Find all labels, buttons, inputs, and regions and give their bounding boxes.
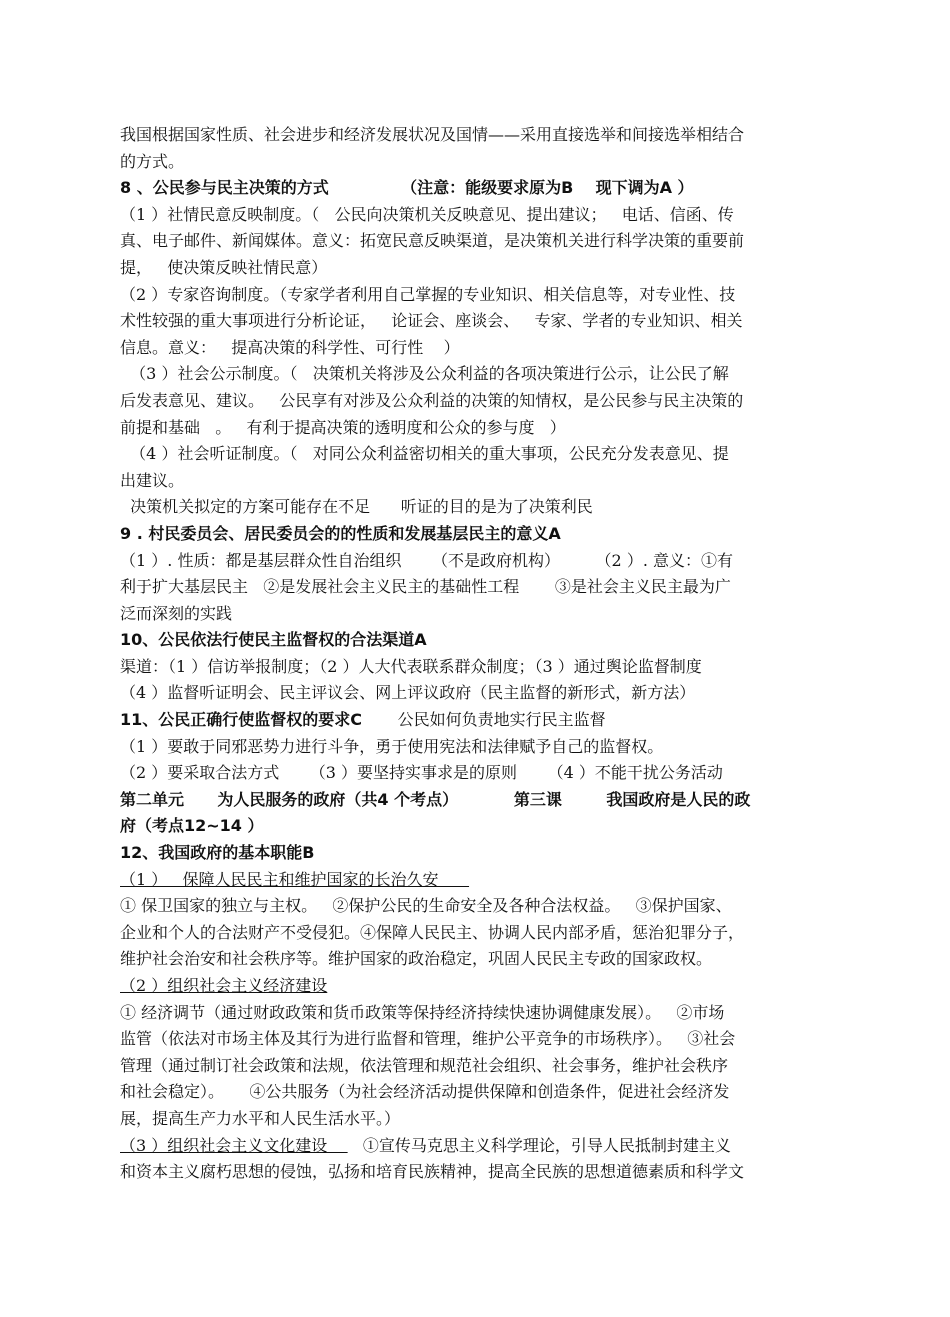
text-line: 展，提高生产力水平和人民生活水平。） bbox=[120, 1108, 401, 1128]
subheading-2: （2 ）组织社会主义经济建设 bbox=[120, 976, 328, 995]
section-heading-9: 9 . 村民委员会、居民委员会的的性质和发展基层民主的意义A bbox=[120, 523, 561, 543]
section-heading-8: 8 、公民参与民主决策的方式 （注意：能级要求原为B 现下调为A ） bbox=[120, 178, 694, 198]
heading-11-note: 公民如何负责地实行民主监督 bbox=[362, 710, 606, 730]
heading-11-title: 11、公民正确行使监督权的要求C bbox=[120, 710, 363, 730]
text-line: （4 ）社会听证制度。（ 对同公众利益密切相关的重大事项，公民充分发表意见、提 bbox=[120, 444, 729, 464]
text-line: 渠道：（1 ）信访举报制度；（2 ）人大代表联系群众制度；（3 ）通过舆论监督制度 bbox=[120, 656, 702, 676]
text-line: （2 ）专家咨询制度。（专家学者利用自己掌握的专业知识、相关信息等，对专业性、技 bbox=[120, 284, 736, 304]
text-line: 决策机关拟定的方案可能存在不足 听证的目的是为了决策利民 bbox=[120, 497, 593, 517]
text-line: 出建议。 bbox=[120, 470, 185, 490]
section-heading-11 bbox=[120, 707, 832, 734]
section-heading-10: 10、公民依法行使民主监督权的合法渠道A bbox=[120, 630, 427, 650]
text-line: 维护社会治安和社会秩序等。维护国家的政治稳定，巩固人民民主专政的国家政权。 bbox=[120, 949, 713, 969]
subheading-3: （3 ）组织社会主义文化建设 bbox=[120, 1135, 348, 1155]
text-line: （1 ）社情民意反映制度。（ 公民向决策机关反映意见、提出建议； 电话、信函、传 bbox=[120, 204, 734, 224]
text-line: （1 ）. 性质：都是基层群众性自治组织 （不是政府机构） （2 ）. 意义：①有 bbox=[120, 550, 733, 570]
document-page bbox=[120, 122, 832, 1186]
text-line: 监管（依法对市场主体及其行为进行监督和管理，维护公平竞争的市场秩序）。 ③社会 bbox=[120, 1029, 736, 1049]
text-line: ① 经济调节（通过财政政策和货币政策等保持经济持续快速协调健康发展）。 ②市场 bbox=[120, 1002, 725, 1022]
unit-heading-cont: 府（考点12~14 ） bbox=[120, 816, 264, 836]
text-line: （3 ）社会公示制度。（ 决策机关将涉及公众利益的各项决策进行公示，让公民了解 bbox=[120, 364, 729, 384]
text-line: 和资本主义腐朽思想的侵蚀，弘扬和培育民族精神，提高全民族的思想道德素质和科学文 bbox=[120, 1162, 745, 1182]
text-line: （2 ）要采取合法方式 （3 ）要坚持实事求是的原则 （4 ）不能干扰公务活动 bbox=[120, 763, 723, 783]
text-line: ① 保卫国家的独立与主权。 ②保护公民的生命安全及各种合法权益。 ③保护国家、 bbox=[120, 896, 732, 916]
text-line: （4 ）监督听证明会、民主评议会、网上评议政府（民主监督的新形式，新方法） bbox=[120, 683, 696, 703]
section-heading-12: 12、我国政府的基本职能B bbox=[120, 843, 315, 863]
text-line: 后发表意见、建议。 公民享有对涉及公众利益的决策的知情权，是公民参与民主决策的 bbox=[120, 390, 744, 410]
text-line: 术性较强的重大事项进行分析论证， 论证会、座谈会、 专家、学者的专业知识、相关 bbox=[120, 311, 743, 331]
text-line: （1 ）要敢于同邪恶势力进行斗争，勇于使用宪法和法律赋予自己的监督权。 bbox=[120, 736, 664, 756]
text-line: 企业和个人的合法财产不受侵犯。④保障人民民主、协调人民内部矛盾，惩治犯罪分子， bbox=[120, 922, 745, 942]
text-line: 和社会稳定）。 ④公共服务（为社会经济活动提供保障和创造条件，促进社会经济发 bbox=[120, 1082, 730, 1102]
text-line: 我国根据国家性质、社会进步和经济发展状况及国情——采用直接选举和间接选举相结合 bbox=[120, 125, 745, 144]
text-line: 管理（通过制订社会政策和法规，依法管理和规范社会组织、社会事务，维护社会秩序 bbox=[120, 1055, 729, 1075]
text-line: 的方式。 bbox=[120, 151, 185, 171]
text-line: 利于扩大基层民主 ②是发展社会主义民主的基础性工程 ③是社会主义民主最为广 bbox=[120, 577, 731, 597]
text-line: 信息。意义： 提高决策的科学性、可行性 ） bbox=[120, 337, 460, 357]
text-line: 真、电子邮件、新闻媒体。意义：拓宽民意反映渠道，是决策机关进行科学决策的重要前 bbox=[120, 231, 745, 251]
subheading-3-text: ①宣传马克思主义科学理论，引导人民抵制封建主义 bbox=[347, 1135, 731, 1155]
text-line: 前提和基础 。 有利于提高决策的透明度和公众的参与度 ） bbox=[120, 417, 566, 437]
text-line: 泛而深刻的实践 bbox=[120, 603, 233, 623]
unit-heading: 第二单元 为人民服务的政府（共4 个考点） 第三课 我国政府是人民的政 bbox=[120, 789, 751, 809]
subheading-1: （1 ） 保障人民民主和维护国家的长治久安 bbox=[120, 869, 470, 889]
text-line-with-subheading bbox=[120, 1133, 832, 1160]
text-line: 提， 使决策反映社情民意） bbox=[120, 257, 328, 277]
